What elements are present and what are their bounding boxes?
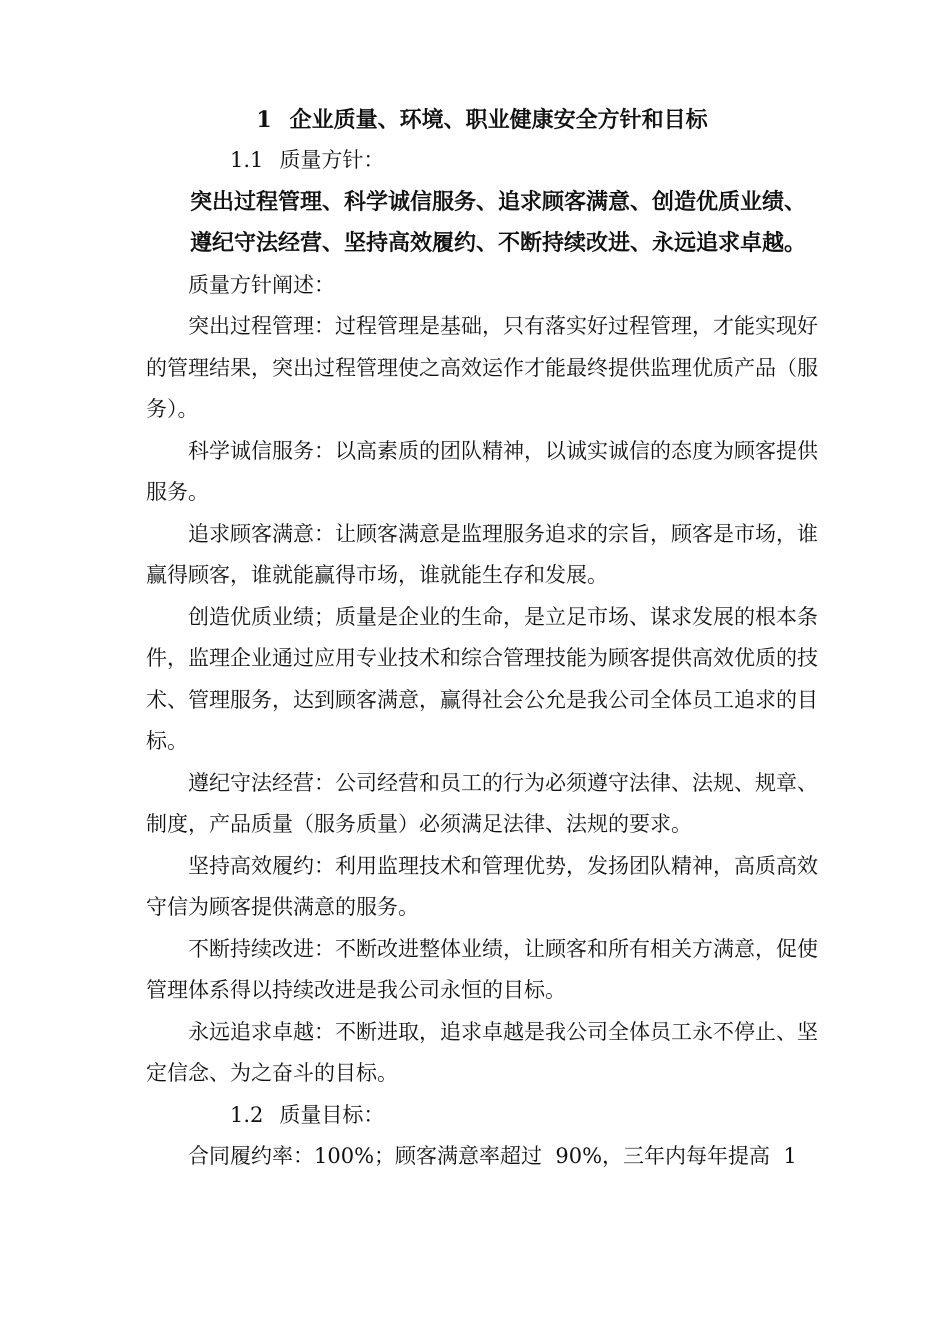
paragraph-integrity-service: 科学诚信服务：以高素质的团队精神，以诚实诚信的态度为顾客提供服务。 — [146, 438, 818, 504]
subsection-number: 1.2 — [230, 1102, 264, 1127]
paragraph-law-compliance: 遵纪守法经营：公司经营和员工的行为必须遵守法律、法规、规章、制度，产品质量（服务质量）必须满足法律、法规的要求。 — [146, 770, 818, 836]
section-number: 1 — [256, 107, 272, 133]
subsection-heading-1-2 — [146, 1095, 818, 1137]
section-title — [146, 100, 818, 140]
paragraph-customer-satisfaction: 追求顾客满意：让顾客满意是监理服务追求的宗旨，顾客是市场，谁赢得顾客，谁就能赢得市场，谁就能生存和发展。 — [146, 521, 818, 587]
paragraph-pursue-excellence: 永远追求卓越：不断进取，追求卓越是我公司全体员工永不停止、坚定信念、为之奋斗的目标。 — [146, 1019, 818, 1085]
section-title-text: 企业质量、环境、职业健康安全方针和目标 — [289, 107, 708, 133]
paragraph-process-management: 突出过程管理：过程管理是基础，只有落实好过程管理，才能实现好的管理结果，突出过程管理使之高效运作才能最终提供监理优质产品（服务）。 — [146, 314, 818, 421]
subsection-label: 质量目标： — [279, 1102, 385, 1127]
paragraph-quality-performance: 创造优质业绩；质量是企业的生命，是立足市场、谋求发展的根本条件，监理企业通过应用专业技术和综合管理技能为顾客提供高效优质的技术、管理服务，达到顾客满意，赢得社会公允是我公司全体员工追求的目标。 — [146, 604, 818, 753]
policy-explanation-heading: 质量方针阐述： — [188, 272, 335, 297]
document-page — [146, 100, 818, 1178]
paragraph-continuous-improvement: 不断持续改进：不断改进整体业绩，让顾客和所有相关方满意，促使管理体系得以持续改进是我公司永恒的目标。 — [146, 936, 818, 1002]
quality-target-line: 合同履约率：100%；顾客满意率超过 90%，三年内每年提高 1 — [188, 1144, 797, 1168]
paragraph-efficient-performance: 坚持高效履约：利用监理技术和管理优势，发扬团队精神，高质高效守信为顾客提供满意的服务。 — [146, 853, 818, 919]
quality-policy-line-1: 突出过程管理、科学诚信服务、追求顾客满意、创造优质业绩、 — [190, 188, 807, 215]
subsection-heading-1-1 — [146, 140, 818, 182]
quality-policy-line-2: 遵纪守法经营、坚持高效履约、不断持续改进、永远追求卓越。 — [190, 230, 807, 256]
subsection-label: 质量方针： — [279, 148, 385, 172]
subsection-number: 1.1 — [230, 148, 264, 172]
